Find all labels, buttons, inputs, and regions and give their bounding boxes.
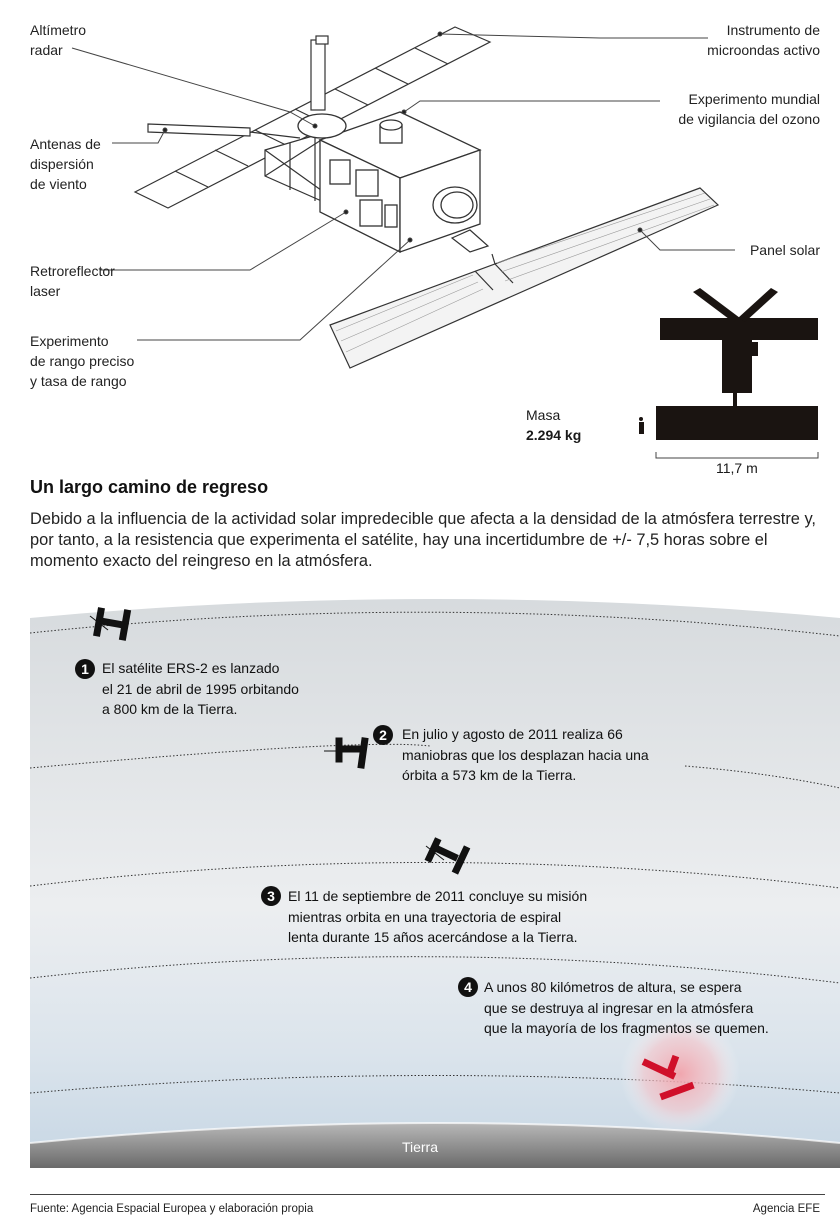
label-altimetro-radar: Altímetro radar	[30, 22, 87, 58]
section-description: Debido a la influencia de la actividad solar impredecible que afecta a la densidad de la atmósfera terrestre y, por tanto, a la resistencia que experimenta el satélite, hay una incertidumbre de +/- 7,5 horas sobre el momento exacto del reingreso en la atmósfera.	[30, 510, 816, 570]
label-antenas: Antenas de dispersión de viento	[30, 136, 101, 192]
scale-label: 11,7 m	[716, 460, 758, 476]
label-experimento-rango: Experimento de rango preciso y tasa de rango	[30, 333, 135, 389]
satellite-body	[298, 112, 480, 252]
section-title: Un largo camino de regreso	[30, 477, 269, 497]
label-instrumento-microondas: Instrumento de microondas activo	[707, 22, 820, 58]
step-number-3: 3	[261, 886, 281, 906]
step-number-1: 1	[75, 659, 95, 679]
step-number-4: 4	[458, 977, 478, 997]
step-text-4: A unos 80 kilómetros de altura, se espera que se destruya al ingresar en la atmósfera que la mayoría de los fragmentos se quemen.	[484, 979, 769, 1036]
footer-divider	[30, 1194, 825, 1195]
scale-silhouette	[639, 288, 818, 440]
label-panel-solar: Panel solar	[749, 242, 820, 258]
satellite-diagram	[0, 0, 840, 480]
label-retroreflector: Retroreflector laser	[30, 263, 115, 299]
antenna-mast	[311, 36, 328, 110]
masa-label: Masa	[526, 407, 561, 423]
step-text-1: El satélite ERS-2 es lanzado el 21 de abril de 1995 orbitando a 800 km de la Tierra.	[102, 660, 299, 717]
label-experimento-ozono: Experimento mundial de vigilancia del ozono	[678, 91, 820, 127]
step-text-3: El 11 de septiembre de 2011 concluye su misión mientras orbita en una trayectoria de espiral lenta durante 15 años acercándose a la Tierra.	[288, 888, 588, 945]
footer-agency: Agencia EFE	[752, 1203, 820, 1215]
footer-source: Fuente: Agencia Espacial Europea y elaboración propia	[30, 1203, 314, 1215]
masa-value: 2.294 kg	[526, 427, 582, 443]
scale-bracket	[656, 452, 818, 458]
step-number-2: 2	[373, 725, 393, 745]
earth-label: Tierra	[401, 1139, 439, 1155]
step-text-2: En julio y agosto de 2011 realiza 66 maniobras que los desplazan hacia una órbita a 573 km de la Tierra.	[402, 726, 649, 783]
